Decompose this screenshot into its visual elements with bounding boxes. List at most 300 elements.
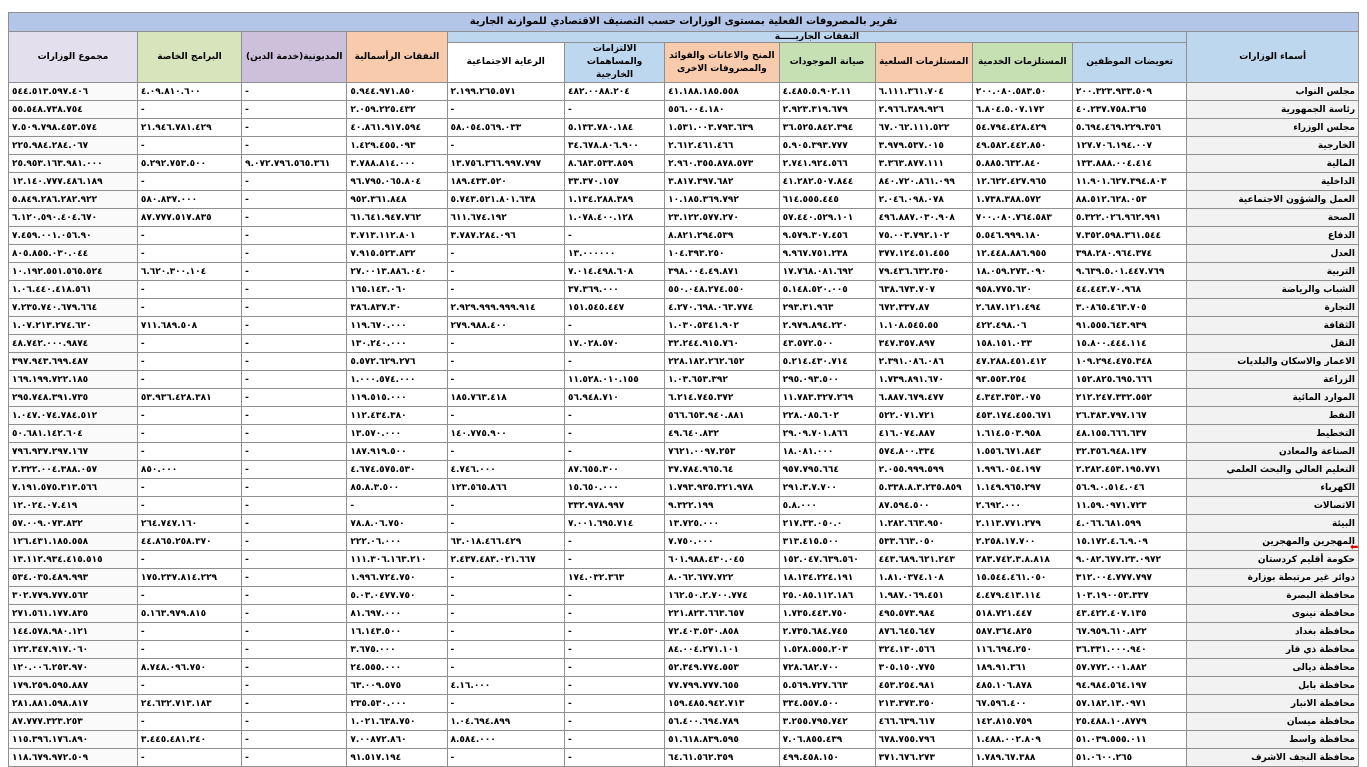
cell-welfare: ٨.٥٨٤.٠٠٠ [447,731,565,749]
header-services: المستلزمات الخدمية [972,43,1072,83]
cell-name: مجلس الوزراء [1187,119,1359,137]
table-row [9,713,1359,731]
cell-welfare: ١٨٥.٧٦٣.٤١٨ [447,389,565,407]
cell-special: - [137,425,241,443]
row-marker-arrow-icon: ⬅ [1350,542,1359,553]
cell-maintenance: ٣.٢٥٥.٧٩٥.٧٤٢ [779,713,875,731]
cell-grants: ٢٣.١٢٢.٥٧٧.٢٧٠ [665,209,779,227]
cell-services: ٢.٦٨٧.١٢١.٤٩٤ [972,299,1072,317]
cell-goods: ٢١٣.٣٧٣.٣٥٠ [875,695,972,713]
cell-debt: - [242,659,347,677]
cell-debt: - [242,191,347,209]
cell-welfare: - [447,245,565,263]
cell-capital: ٣.٧٨٨.٨١٤.٠٠٠ [347,155,447,173]
cell-name: العدل [1187,245,1359,263]
cell-name: محافظة ذي قار [1187,641,1359,659]
cell-special: - [137,749,241,767]
table-row [9,119,1359,137]
cell-special: - [137,299,241,317]
cell-goods: ٤٥٣.٢٥٤.٩٨١ [875,677,972,695]
cell-grants: ٤.٢٧٠.٦٩٨.٠٦٣.٧٧٤ [665,299,779,317]
table-row [9,479,1359,497]
cell-welfare: - [447,659,565,677]
cell-goods: ٥.٣٣٨.٨.٣.٢٣٥.٨٥٩ [875,479,972,497]
cell-capital: ١٣.٥٧٠.٠٠٠ [347,425,447,443]
table-row [9,551,1359,569]
cell-debt: - [242,749,347,767]
cell-welfare: ٤.١٦.٠٠٠ [447,677,565,695]
header-total: مجموع الوزارات [9,32,138,83]
header-welfare: الرعاية الاجتماعية [447,43,565,83]
table-row [9,371,1359,389]
cell-debt: ٩.٠٧٢.٧٩٦.٥٦٥.٣٦١ [242,155,347,173]
cell-grants: ٧٧.٧٩٩.٧٧٧.٦٥٥ [665,677,779,695]
cell-capital: ٢٤.٥٥٥.٠٠٠ [347,659,447,677]
cell-goods: ٥٢٢.٠٧١.٧٢١ [875,407,972,425]
cell-debt: - [242,623,347,641]
cell-welfare: ١.٠٤.٦٩٤.٨٩٩ [447,713,565,731]
cell-name: الداخلية [1187,173,1359,191]
cell-total: ٧.٥٠٩.٧٩٨.٤٥٣.٥٧٤ [9,119,138,137]
cell-debt: - [242,695,347,713]
cell-grants: ٥٥٦.٠٠٤.١٨٠ [665,101,779,119]
cell-obligations: ١٥.٦٥٠.٠٠٠ [565,479,665,497]
cell-grants: ١٣.٧٢٥.٠٠٠ [665,515,779,533]
cell-welfare: ١٢٣.٥٦٥.٨٦٦ [447,479,565,497]
cell-name: الشباب والرياضة [1187,281,1359,299]
cell-goods: ٢.٩٦٦.٣٨٩.٩٢٦ [875,101,972,119]
cell-capital: ٣.٧١٣.١١٢.٨٠١ [347,227,447,245]
cell-name: المالية [1187,155,1359,173]
cell-special: - [137,371,241,389]
cell-special: ٥٨٠.٨٣٧.٠٠٠ [137,191,241,209]
table-row [9,227,1359,245]
cell-capital: ٢.٠٥٩.٢٢٥.٤٣٢ [347,101,447,119]
cell-total: ٨٧.٧٧٧.٣٢٣.٢٥٣ [9,713,138,731]
cell-maintenance: ٢.٩٧٩.٨٩٤.٢٢٠ [779,317,875,335]
cell-welfare: - [447,497,565,515]
cell-grants: ٢٢٨.١٨٢.٢٦٢.٦٥٢ [665,353,779,371]
cell-total: ٧.٢٣٥.٧٤٠.٦٧٩.٦٦٤ [9,299,138,317]
cell-special: - [137,479,241,497]
cell-maintenance: ٩.٥٧٩.٣٠٧.٤٥٦ [779,227,875,245]
cell-grants: ١٠.١٨٥.٣٦٩.٧٩٢ [665,191,779,209]
cell-obligations: - [565,659,665,677]
cell-obligations: ١.١٣٤.٢٨٨.٣٨٩ [565,191,665,209]
header-debt: المديونية(خدمة الدين) [242,32,347,83]
cell-goods: ١.١٠٨.٥٤٥.٥٥ [875,317,972,335]
cell-compensation: ١٢٧.٧٠٦.١٩٤.٠٠٧ [1072,137,1186,155]
cell-welfare: ٦٣.٠١٨.٤٦٦.٤٢٩ [447,533,565,551]
cell-total: ١٢.٠٢٤.٠٧.٤١٩ [9,497,138,515]
cell-compensation: ١٠٣.١٩٠٠٥٣.٣٣٧ [1072,587,1186,605]
cell-obligations: ٣٧.٣٦٩.٠٠٠ [565,281,665,299]
cell-debt: - [242,677,347,695]
table-body [9,83,1359,767]
cell-total: ٢٨١.٨٨١.٥٩٨.٨١٧ [9,695,138,713]
table-row [9,191,1359,209]
cell-name: الصحة [1187,209,1359,227]
cell-name: النفط [1187,407,1359,425]
cell-goods: ٤٩٥.٥٧٣.٩٨٤ [875,605,972,623]
cell-obligations: - [565,731,665,749]
cell-total: ١٤٤.٥٧٨.٩٨٠.١٢١ [9,623,138,641]
cell-obligations: ٥٦.٩٤٨.٧١٠ [565,389,665,407]
cell-total: ١.٠٦.٤٤٠.٤١٨.٥٦١ [9,281,138,299]
cell-total: ١٢٠.٠٠٦.٢٥٣.٩٧٠ [9,659,138,677]
cell-goods: ٣٢٤.١٣٠.٥٦٦ [875,641,972,659]
cell-compensation: ٣٦.٣٣١.٠٠٠.٩٤٠ [1072,641,1186,659]
table-row [9,101,1359,119]
cell-services: ١.٦١٤.٥٠٣.٩٥٨ [972,425,1072,443]
cell-compensation: ١٥.٨٠٠.٤٤٤.١١٤ [1072,335,1186,353]
cell-goods: ٣.٩٧٩.٥٣٧.٠١٥ [875,137,972,155]
cell-capital: ٧٨.٨.٠٦.٧٥٠ [347,515,447,533]
cell-maintenance: ٥.٩٠٥.٣٩٣.٧٧٧ [779,137,875,155]
cell-capital: ٢٧.٠٠١٣.٨٨٦.٠٤٠ [347,263,447,281]
cell-grants: ٣٧.٧٨٤.٩٦٥.٦٤ [665,461,779,479]
cell-obligations: ٨٧.٦٥٥.٣٠٠ [565,461,665,479]
cell-debt: - [242,407,347,425]
cell-debt: - [242,425,347,443]
cell-obligations: ٣٤.٦٧٨.٨٠٦.٩٠٠ [565,137,665,155]
header-maintenance: صيانة الموجودات [779,43,875,83]
cell-total: ١٢٦.٤٣١.١٨٥.٥٥٨ [9,533,138,551]
cell-welfare: ٢.١٩٩.٢٦٥.٥٧١ [447,83,565,101]
cell-compensation: ٣٢.٣٥٦.٩٤٨.١٣٧ [1072,443,1186,461]
cell-goods: ٧٥.٠٠٣.٧٩٢.١٠٢ [875,227,972,245]
cell-compensation: ٩.٠٨٢.٦٧٧.٢٣.٠٩٧٢ [1072,551,1186,569]
cell-services: ١٥.٥٤٤.٤٦١.٠٥٠ [972,569,1072,587]
cell-capital: ٣٨٦.٨٣٧.٣٠ [347,299,447,317]
cell-debt: - [242,497,347,515]
table-row [9,389,1359,407]
cell-debt: - [242,731,347,749]
cell-compensation: ٥٧.١٨٢.١٣.٠٩٧١ [1072,695,1186,713]
cell-services: ١٤٢.٨١٥.٧٥٩ [972,713,1072,731]
cell-compensation: ٣٩٨.٢٨٠.٩٦٤.٣٧٤ [1072,245,1186,263]
cell-name: محافظة بغداد [1187,623,1359,641]
cell-grants: ١٥٩.٤٨٥.٩٤٢.٧١٣ [665,695,779,713]
header-ministry-names: أسماء الوزارات [1187,32,1359,83]
cell-welfare: - [447,749,565,767]
cell-maintenance: ٥.٨.٠٠٠ [779,497,875,515]
cell-total: ١٢.١٤٠.٧٧٧.٤٨٦.١٨٩ [9,173,138,191]
cell-grants: ٨.٨٢١.٢٩٤.٥٣٩ [665,227,779,245]
cell-capital: ١.٠٢١.٦٣٨.٧٥٠ [347,713,447,731]
cell-grants: ٦٠١.٩٨٨.٤٣٠.٠٤٥ [665,551,779,569]
cell-obligations: ١٣.٠٠٠٠٠٠ [565,245,665,263]
report-sheet [8,12,1359,767]
table-row [9,335,1359,353]
cell-obligations: ٧.٠٠١.٦٩٥.٧١٤ [565,515,665,533]
cell-total: ٢٧١.٥٦١.١٧٧.٨٣٥ [9,605,138,623]
cell-welfare: ٢.٤٣٧.٤٨٣.٠٢١.٦٦٧ [447,551,565,569]
cell-compensation: ٧.٣٥٢.٥٩٨.٣٦١.٥٤٤ [1072,227,1186,245]
cell-capital: ٦١.٦٤١.٩٤٧.٧٦٢ [347,209,447,227]
table-row [9,425,1359,443]
cell-grants: ٤١.١٨٨.١٨٥.٥٥٨ [665,83,779,101]
cell-grants: ٥٢.٣٤٩.٧٧٤.٥٥٣ [665,659,779,677]
cell-total: ٥٤٤.٥١٣.٥٩٧.٤٠٦ [9,83,138,101]
cell-grants: ٥٥٠.٠٤٨.٢٧٤.٥٥٠ [665,281,779,299]
cell-special: ٤٤.٨٦٥.٢٥٨.٣٧٠ [137,533,241,551]
cell-debt: - [242,605,347,623]
cell-obligations: - [565,533,665,551]
cell-welfare: ١٨٩.٤٣٣.٥٢٠ [447,173,565,191]
table-row [9,497,1359,515]
cell-grants: ١.٠٣.٦٥٣.٣٩٢ [665,371,779,389]
cell-debt: - [242,209,347,227]
cell-goods: ٢.٠٤٦.٠٩٨.٠٧٨ [875,191,972,209]
cell-obligations: ٨.٦٨٣.٥٣٣.٨٥٩ [565,155,665,173]
cell-goods: ٨٧.٥٩٤.٥٠٠ [875,497,972,515]
cell-goods: ٨٧٦.٦٤٥.٦٤٧ [875,623,972,641]
cell-total: ١٠.١٩٢.٥٥١.٥٦٥.٥٢٤ [9,263,138,281]
cell-capital: ٣.٦٧٥.٠٠٠ [347,641,447,659]
cell-total: ٤٨.٧٤٢.٠٠٠.٩٨٧٤ [9,335,138,353]
cell-special: ٨٥٠.٠٠٠ [137,461,241,479]
cell-grants: ٢.٦١٢.٤٦١.٤٦٦ [665,137,779,155]
table-row [9,407,1359,425]
cell-capital: ٧.٠٠٨٧٢.٨٦٠ [347,731,447,749]
cell-special: ٦.٦٢٠.٣٠٠.١٠٤ [137,263,241,281]
cell-grants: ٧٢.٤٠٣.٥٣٠.٨٥٨ [665,623,779,641]
cell-name: التربية [1187,263,1359,281]
cell-compensation: ٦٧.٩٥٩.٦١٠.٨٢٢ [1072,623,1186,641]
cell-compensation: ٥٧.٧٧٢.٠٠١.٨٨٢ [1072,659,1186,677]
cell-services: ٤.٣٤٣.٣٥٣.٠٧٥ [972,389,1072,407]
cell-debt: - [242,353,347,371]
cell-goods: ١.٧٣٩.٨٩١.٦٧٠ [875,371,972,389]
cell-compensation: ٩٤.٩٨٤.٥٦٤.١٩٧ [1072,677,1186,695]
cell-services: ٥.٥٤٦.٩٩٩.١٨٠ [972,227,1072,245]
cell-debt: - [242,371,347,389]
cell-grants: ٣.٨١٧.٣٩٧.٦٨٢ [665,173,779,191]
cell-services: ١٢.٤٤٨.٨٨٦.٩٥٥ [972,245,1072,263]
cell-obligations: ٣٣.٣٧٠.١٥٧ [565,173,665,191]
table-row [9,299,1359,317]
cell-debt: - [242,461,347,479]
cell-goods: ٦٧٢.٣٣٧.٨٧ [875,299,972,317]
cell-services: ٥٤.٧٩٤.٤٢٨.٤٢٩ [972,119,1072,137]
cell-services: ٤٨٥.١٠٦.٨٧٨ [972,677,1072,695]
cell-special: - [137,497,241,515]
cell-capital: ١١٩.٥١٥.٠٠٠ [347,389,447,407]
cell-special: ١٧٥.٢٣٧.٨١٤.٢٢٩ [137,569,241,587]
cell-goods: ٣٠٥.١٥٠.٧٧٥ [875,659,972,677]
table-row [9,137,1359,155]
table-row [9,281,1359,299]
cell-compensation: ١٠٩.٢٩٤.٤٧٥.٣٤٨ [1072,353,1186,371]
cell-name: الموارد المائية [1187,389,1359,407]
cell-welfare: - [447,371,565,389]
table-row [9,173,1359,191]
cell-maintenance: ٢٩١.٣.٧.٧٠٠ [779,479,875,497]
cell-goods: ١.٢٨٢.٦٦٣.٩٥٠ [875,515,972,533]
header-obligations: الالتزامات والمساهمات الخارجية [565,43,665,83]
cell-capital: ٩٥٢.٣٦١.٨٤٨ [347,191,447,209]
cell-compensation: ٢٠٠.٣٢٣.٩٣٣.٥٠٩ [1072,83,1186,101]
cell-total: ٧.١٩١.٥٧٥.٣١٣.٥٦٦ [9,479,138,497]
cell-special: - [137,227,241,245]
cell-capital: ١.٠٠٠.٥٧٤.٠٠٠ [347,371,447,389]
cell-name: التخطيط [1187,425,1359,443]
cell-capital: ٨٥.٨.٣.٥٠٠ [347,479,447,497]
cell-debt: - [242,587,347,605]
cell-maintenance: ٢٩٥.٠٩٣.٥٠٠ [779,371,875,389]
table-row [9,353,1359,371]
cell-total: ٥٣٤.٠٣٥.٤٨٩.٩٩٣ [9,569,138,587]
cell-compensation: ٥٦.٩.٠.٥١٤.٠٤٦ [1072,479,1186,497]
table-row [9,209,1359,227]
cell-maintenance: ٢٥.٠٨٥.١١٢.١٨٦ [779,587,875,605]
cell-welfare: - [447,605,565,623]
cell-compensation: ٥.٦٩٤.٤٦٩.٢٢٩.٣٥٦ [1072,119,1186,137]
cell-goods: ٦٧.٠٦٢.١١١.٥٢٢ [875,119,972,137]
table-row [9,155,1359,173]
cell-compensation: ٤٨.١٥٥.٦٦٦.٦٣٧ [1072,425,1186,443]
cell-name: الزراعة [1187,371,1359,389]
cell-services: ٢.١١٣.٧٧١.٢٧٩ [972,515,1072,533]
cell-obligations: ١٧.٠٢٨.٥٧٠ [565,335,665,353]
cell-total: ١٧٩.٢٥٩.٥٩٥.٨٨٧ [9,677,138,695]
cell-obligations: ١١.٥٢٨.٠١٠.١٥٥ [565,371,665,389]
cell-special: ٧١١.٦٨٩.٥٠٨ [137,317,241,335]
cell-total: ٧٩٦.٩٣٧.٢٩٧.١٦٧ [9,443,138,461]
cell-total: ٢٩٥.٧٤٨.٣٩١.٧٣٥ [9,389,138,407]
cell-obligations: - [565,605,665,623]
cell-capital: ٢٣٥.٥٣٠.٠٠٠ [347,695,447,713]
cell-name: الكهرباء [1187,479,1359,497]
cell-welfare: - [447,407,565,425]
cell-welfare: - [447,695,565,713]
cell-special: - [137,713,241,731]
cell-capital: ١١٩.٦٧٠.٠٠٠ [347,317,447,335]
header-grants: المنح والاعانات والفوائد والمصروفات الاخرى [665,43,779,83]
cell-capital: - [347,497,447,515]
cell-special: - [137,335,241,353]
cell-debt: - [242,245,347,263]
cell-services: ١٨٩.٩١.٣٦١ [972,659,1072,677]
cell-capital: ٩١.٥١٧.١٩٤ [347,749,447,767]
cell-services: ٢٨٣.٧٤٢.٣.٨.٨١٨ [972,551,1072,569]
cell-grants: ٧٦٢١.٠٠٩٧.٢٥٣ [665,443,779,461]
cell-capital: ٥.٠٣.٠٤٧٧.٧٥٠ [347,587,447,605]
cell-name: محافظة ديالى [1187,659,1359,677]
cell-name: الاعمار والاسكان والبلديات [1187,353,1359,371]
cell-obligations: - [565,749,665,767]
cell-name: دوائر غير مرتبطة بوزارة [1187,569,1359,587]
cell-total: ٥٧.٠٠٩.٠٧٣.٨٣٢ [9,515,138,533]
cell-capital: ١١١.٣٠٦.١٦٣.٢١٠ [347,551,447,569]
cell-welfare: ٢.٩٢٩.٩٩٩.٩٩٩.٩١٤ [447,299,565,317]
table-row [9,533,1359,551]
cell-obligations: - [565,551,665,569]
cell-goods: ٣٧٧.١٢٤.٥١.٤٥٥ [875,245,972,263]
cell-debt: - [242,83,347,101]
cell-services: ١.٤٨٨.٠٠٢.٨٠٩ [972,731,1072,749]
cell-goods: ١.٩٨٧.٠٦٩.٤٥١ [875,587,972,605]
cell-goods: ٢.٠٥٥.٩٩٩.٥٩٩ [875,461,972,479]
cell-goods: ٥٣٣.٦٦٣.٠٥٠ [875,533,972,551]
cell-compensation: ٢٦.٣٨٣.٧٩٧.١٦٧ [1072,407,1186,425]
cell-name: الاتصالات [1187,497,1359,515]
table-row [9,317,1359,335]
cell-grants: ٢.٩٦٠.٣٥٥.٨٧٨.٥٧٣ [665,155,779,173]
cell-debt: - [242,641,347,659]
table-row [9,731,1359,749]
cell-maintenance: ٦١٤.٥٥٥.٤٤٥ [779,191,875,209]
cell-capital: ٤.٦٧٤.٥٧٥.٥٣٠ [347,461,447,479]
cell-total: ١.٠٧.٢١٣.٢٧٤.٦٢٠ [9,317,138,335]
cell-debt: - [242,173,347,191]
cell-grants: ١٠٤.٣٩٣.٢٥٠ [665,245,779,263]
cell-capital: ١١٢.٤٣٤.٣٨٠ [347,407,447,425]
cell-grants: ٥٦.٤٠٠.٦٩٤.٧٨٩ [665,713,779,731]
cell-services: ٥٨٧.٣٦٤.٨٢٥ [972,623,1072,641]
table-row [9,749,1359,767]
cell-grants: ٨٤.٠٠٤.٢٧١.١٠١ [665,641,779,659]
cell-maintenance: ٣١٣.٤١٥.٥٠٠ [779,533,875,551]
cell-obligations: - [565,353,665,371]
cell-maintenance: ٢.٩٢٣.٣١٩.٦٧٩ [779,101,875,119]
cell-name: محافظة واسط [1187,731,1359,749]
cell-obligations: - [565,641,665,659]
cell-services: ١٢.٦٢٢.٤٢٧.٩٦٥ [972,173,1072,191]
cell-total: ٣٩٧.٩٤٣.٦٩٩.٤٨٧ [9,353,138,371]
cell-goods: ٤٤٣.٦٨٩.٦٢١.٢٤٣ [875,551,972,569]
cell-obligations: - [565,587,665,605]
cell-maintenance: ١١.٧٨٣.٣٢٧.٢٦٩ [779,389,875,407]
cell-total: ١٣.١١٢.٩٣٤.٤١٥.٥١٥ [9,551,138,569]
cell-goods: ٤١٦.٠٧٤.٨٨٧ [875,425,972,443]
cell-grants: ٦.٢١٤.٧٤٥.٣٧٢ [665,389,779,407]
cell-obligations: - [565,317,665,335]
cell-services: ٢.٦٩٢.٠٠٠ [972,497,1072,515]
cell-goods: ٧٩.٤٣٦.٦٣٢.٣٥٠ [875,263,972,281]
cell-goods: ٦.٨٨٧.٦٧٩.٤٧٧ [875,389,972,407]
table-row [9,695,1359,713]
cell-name: التجارة [1187,299,1359,317]
cell-name: التعليم العالي والبحث العلمي [1187,461,1359,479]
table-row [9,443,1359,461]
cell-welfare: - [447,101,565,119]
header-compensation: تعويضات الموظفين [1072,43,1186,83]
cell-grants: ٦٤.٦١.٥٦٢.٣٥٩ [665,749,779,767]
cell-maintenance: ٩٥٧.٧٩٥.٦٦٤ [779,461,875,479]
cell-maintenance: ٤٩٩.٤٥٨.١٥٠ [779,749,875,767]
table-row [9,605,1359,623]
cell-services: ٦٧.٥٩٦.٤٠٠ [972,695,1072,713]
cell-total: ١٢٢.٣٤٧.٩١٧.٠٦٠ [9,641,138,659]
cell-welfare: - [447,335,565,353]
cell-special: ٢٦٤.٧٤٧.١٦٠ [137,515,241,533]
cell-services: ٦.٨٠٤.٥.٠٧.١٧٢ [972,101,1072,119]
cell-total: ١١٨.٦٧٩.٩٧٢.٥٠٩ [9,749,138,767]
cell-debt: - [242,389,347,407]
cell-maintenance: ٩.٩٦٧.٧٥١.٢٣٨ [779,245,875,263]
cell-capital: ٤٠.٨٦١.٩١٧.٥٩٤ [347,119,447,137]
cell-capital: ١٨٧.٩١٩.٥٠٠ [347,443,447,461]
cell-services: ٥.٨٨٥.٦٣٢.٨٤٠ [972,155,1072,173]
cell-maintenance: ٣٦.٥٢٥.٨٤٢.٣٩٤ [779,119,875,137]
cell-name: رئاسة الجمهورية [1187,101,1359,119]
cell-name: محافظة بابل [1187,677,1359,695]
expenditure-table [8,12,1359,767]
cell-services: ٢.٢٥٨.١٧.٧٠٠ [972,533,1072,551]
cell-compensation: ١٥.١٧٢.٤.٦.٩.٠٩ [1072,533,1186,551]
